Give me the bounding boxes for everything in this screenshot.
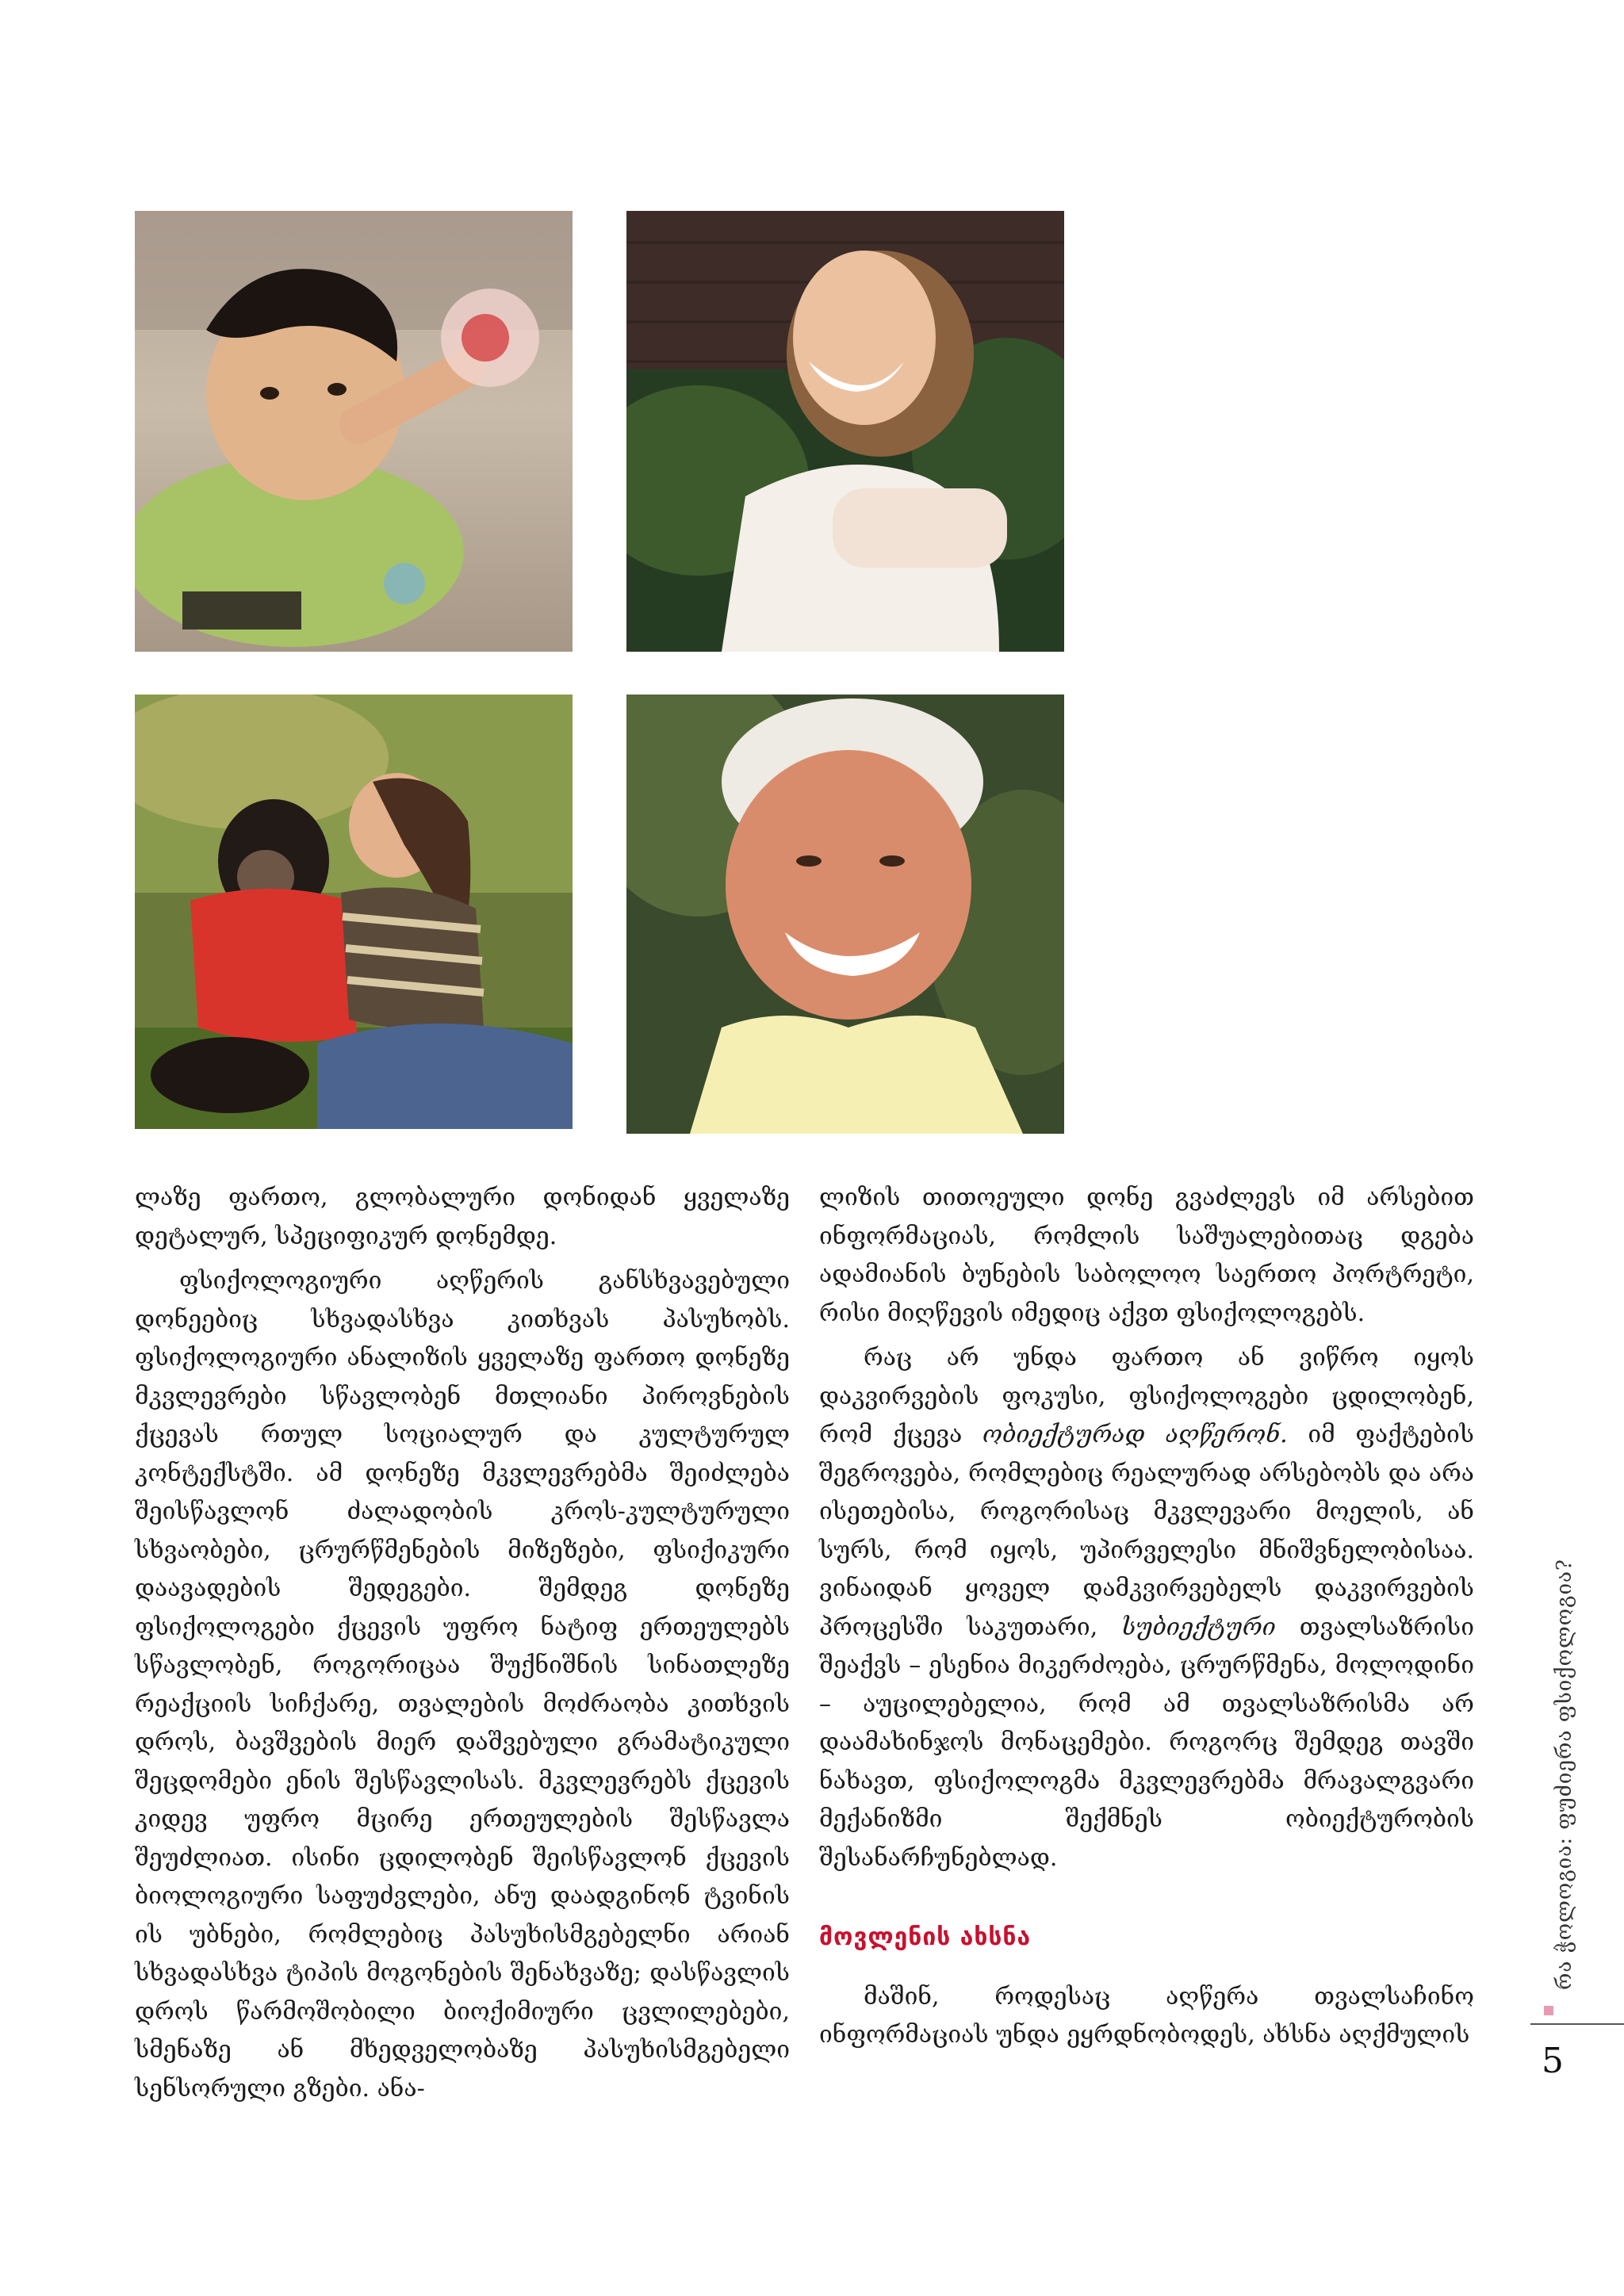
side-rule [1530, 2023, 1624, 2025]
woman-with-chimpanzee-photo [135, 695, 573, 1129]
pink-square-marker [1544, 2006, 1553, 2015]
running-head: რა ჭოლოგია: ფუძიერა ფსიქოლოგია? [1553, 1559, 1576, 1990]
paragraph [819, 1339, 1474, 1877]
page-number: 5 [1542, 2041, 1564, 2081]
smiling-girl-photo [626, 211, 1064, 652]
emphasis: ობიექტურად აღწერონ. [982, 1421, 1288, 1448]
baby-with-ball-photo [135, 211, 573, 652]
section-heading: მოვლენის ახსნა [819, 1923, 1032, 1951]
paragraph: ფსიქოლოგიური აღწერის განსხვავებული დონეებიც სხვადასხვა კითხვას პასუხობს. ფსიქოლოგიური ანალიზის ყველაზე ფართო დონეზე მკვლევრები სწავლობენ მთლიანი პიროვნების ქცევას რთულ სოციალურ და კულტურულ კონტექსტში. ამ დონეზე მკვლევრებმა შეიძლება შეისწავლონ ძალადობის კროს-კულტურული სხვაობები, ცრურწმენების მიზეზები, ფსიქიკური დაავადების შედეგები. შემდეგ დონეზე ფსიქოლოგები ქცევის უფრო ნატიფ ერთეულებს სწავლობენ, როგორიცაა შუქნიშნის სინათლეზე რეაქციის სიჩქარე, თვალების მოძრაობა კითხვის დროს, ბავშვების მიერ დაშვებული გრამატიკული შეცდომები ენის შესწავლისას. მკვლევრებს ქცევის კიდევ უფრო მცირე ერთეულების შესწავლა შეუძლიათ. ისინი ცდილობენ შეისწავლონ ქცევის ბიოლოგიური საფუძვლები, ანუ დაადგინონ ტვინის ის უბნები, რომლებიც პასუხისმგებელნი არიან სხვადასხვა ტიპის მოგონების შენახვაზე; დასწავლის დროს წარმოშობილი ბიოქიმიური ცვლილებები, სმენაზე ან მხედველობაზე პასუხისმგებელი სენსორული გზები. ანა- [135, 1267, 790, 2103]
paragraph: ლიზის თითოეული დონე გვაძლევს იმ არსებით ინფორმაციას, რომლის საშუალებითაც დგება ადამიანის ბუნების საბოლოო საერთო პორტრეტი, რისი მიღწევის იმედიც აქვთ ფსიქოლოგებს. [819, 1184, 1474, 1327]
text-run: იმ ფაქტების შეგროვება, რომლებიც რეალურად არსებობს და არა ისეთებისა, როგორისაც მკვლევარი მოელის, ან სურს, რომ იყოს, უპირველესი მნიშვნელობისაა. ვინაიდან ყოველ დამკვირვებელს დაკვირვების პროცესში საკუთარი, [819, 1421, 1475, 1641]
paragraph: ლაზე ფართო, გლობალური დონიდან ყველაზე დეტალურ, სპეციფიკურ დონემდე. [135, 1184, 790, 1250]
smiling-elderly-man-photo [626, 695, 1064, 1134]
text-run: რაც არ უნდა ფართო ან ვიწრო იყოს დაკვირვების ფოკუსი, ფსიქოლოგები ცდილობენ, რომ ქცევა [819, 1344, 1474, 1448]
emphasis: სუბიექტური [1121, 1613, 1276, 1641]
left-text-column [135, 1179, 790, 2108]
text-run: თვალსაზრისი შეაქვს – ესენია მიკერძოება, ცრურწმენა, მოლოდინი – აუცილებელია, რომ ამ თვალსაზრისმა არ დაამახინჯოს მონაცემები. როგორც შემდეგ თავში ნახავთ, ფსიქოლოგმა მკვლევრებმა მრავალგვარი მექანიზმი შექმნეს ობიექტურობის შესანარჩუნებლად. [819, 1613, 1474, 1872]
right-text-column [819, 1179, 1474, 2055]
paragraph: მაშინ, როდესაც აღწერა თვალსაჩინო ინფორმაციას უნდა ეყრდნობოდეს, ახსნა აღქმულის [819, 1982, 1474, 2049]
